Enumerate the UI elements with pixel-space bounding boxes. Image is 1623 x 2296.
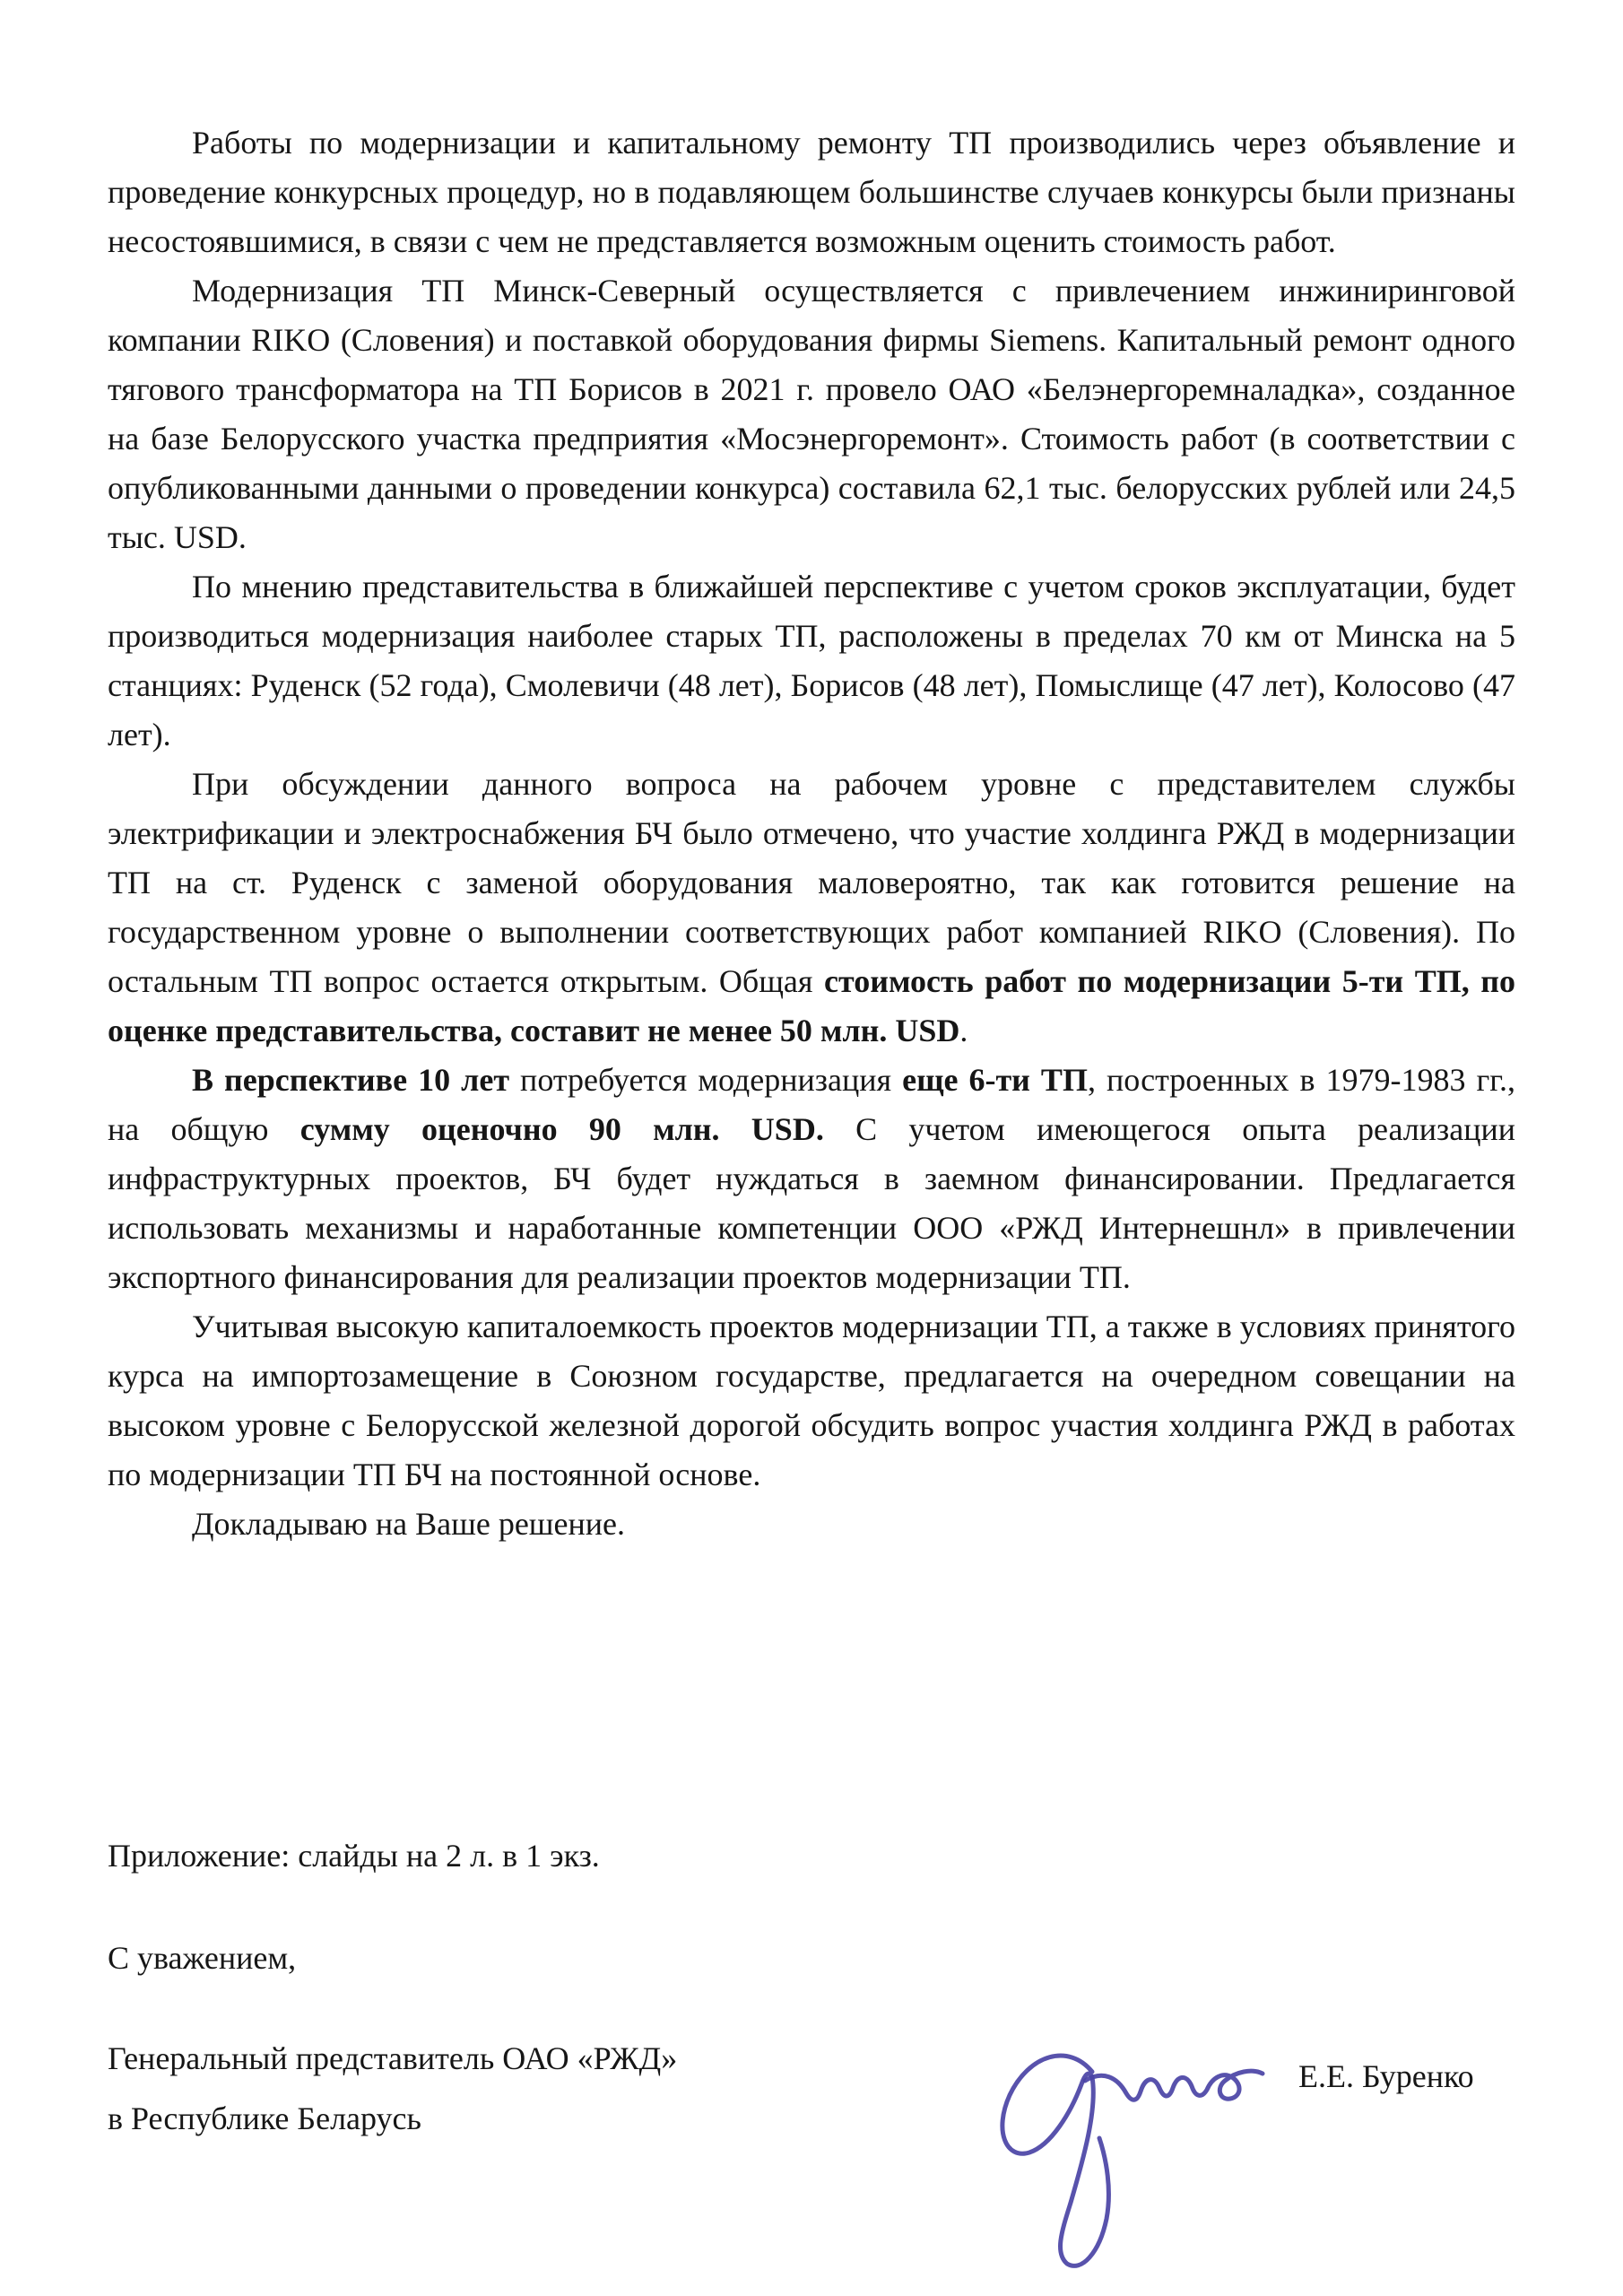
paragraph <box>108 1302 1515 1500</box>
text-run: Учитывая высокую капиталоемкость проектов модернизации ТП, а также в условиях принятого курса на импортозамещение в Союзном государстве, предлагается на очередном совещании на высоком уровне с Белорусской железной дорогой обсудить вопрос участия холдинга РЖД в работах по модернизации ТП БЧ на постоянной основе. <box>108 1309 1515 1492</box>
bold-text-run: В перспективе 10 лет <box>192 1062 510 1098</box>
signer-title-block <box>108 2029 789 2149</box>
paragraph <box>108 266 1515 562</box>
bold-text-run: стоимость работ по модернизации 5-ти ТП, по оценке представительства, составит не менее 50 млн. USD <box>108 963 1515 1048</box>
text-run: . <box>959 1013 968 1048</box>
text-run: С учетом имеющегося опыта реализации инфраструктурных проектов, БЧ будет нуждаться в заемном финансировании. Предлагается использовать механизмы и наработанные компетенции ООО «РЖД Интернешнл» в привлечении экспортного финансирования для реализации проектов модернизации ТП. <box>108 1111 1515 1295</box>
text-run: Модернизация ТП Минск-Северный осуществляется с привлечением инжиниринговой компании RIKO (Словения) и поставкой оборудования фирмы Siemens. Капитальный ремонт одного тягового трансформатора на ТП Борисов в 2021 г. провело ОАО «Белэнергоремналадка», созданное на базе Белорусского участка предприятия «Мосэнергоремонт». Стоимость работ (в соответствии с опубликованными данными о проведении конкурса) составила 62,1 тыс. белорусских рублей или 24,5 тыс. USD. <box>108 273 1515 555</box>
paragraph <box>108 562 1515 760</box>
signer-name: Е.Е. Буренко <box>1298 2058 1474 2094</box>
signature-ink <box>950 1984 1273 2289</box>
text-run: Докладываю на Ваше решение. <box>192 1506 626 1542</box>
attachment-line: Приложение: слайды на 2 л. в 1 экз. <box>108 1838 600 1874</box>
paragraph <box>108 760 1515 1056</box>
paragraph <box>108 118 1515 266</box>
signer-title-line1: Генеральный представитель ОАО «РЖД» <box>108 2040 678 2076</box>
closing-salutation: С уважением, <box>108 1940 297 1976</box>
bold-text-run: сумму оценочно 90 млн. USD. <box>299 1111 824 1147</box>
text-run: По мнению представительства в ближайшей перспективе с учетом сроков эксплуатации, будет производиться модернизация наиболее старых ТП, расположены в пределах 70 км от Минска на 5 станциях: Руденск (52 года), Смолевичи (48 лет), Борисов (48 лет), Помыслище (47 лет), Колосово (47 лет). <box>108 569 1515 752</box>
signer-title-line2: в Республике Беларусь <box>108 2100 421 2136</box>
paragraph <box>108 1056 1515 1302</box>
text-run: Работы по модернизации и капитальному ремонту ТП производились через объявление и проведение конкурсных процедур, но в подавляющем большинстве случаев конкурсы были признаны несостоявшимися, в связи с чем не представляется возможным оценить стоимость работ. <box>108 125 1515 259</box>
letter-body <box>108 118 1515 1549</box>
text-run: При обсуждении данного вопроса на рабочем уровне с представителем службы электрификации и электроснабжения БЧ было отмечено, что участие холдинга РЖД в модернизации ТП на ст. Руденск с заменой оборудования маловероятно, так как готовится решение на государственном уровне о выполнении соответствующих работ компанией RIKO (Словения). По остальным ТП вопрос остается открытым. Общая <box>108 766 1515 999</box>
text-run: , построенных в 1979-1983 гг., на общую <box>108 1062 1516 1147</box>
bold-text-run: еще 6-ти ТП <box>902 1062 1088 1098</box>
text-run: потребуется модернизация <box>509 1062 903 1098</box>
paragraph <box>108 1500 1515 1549</box>
